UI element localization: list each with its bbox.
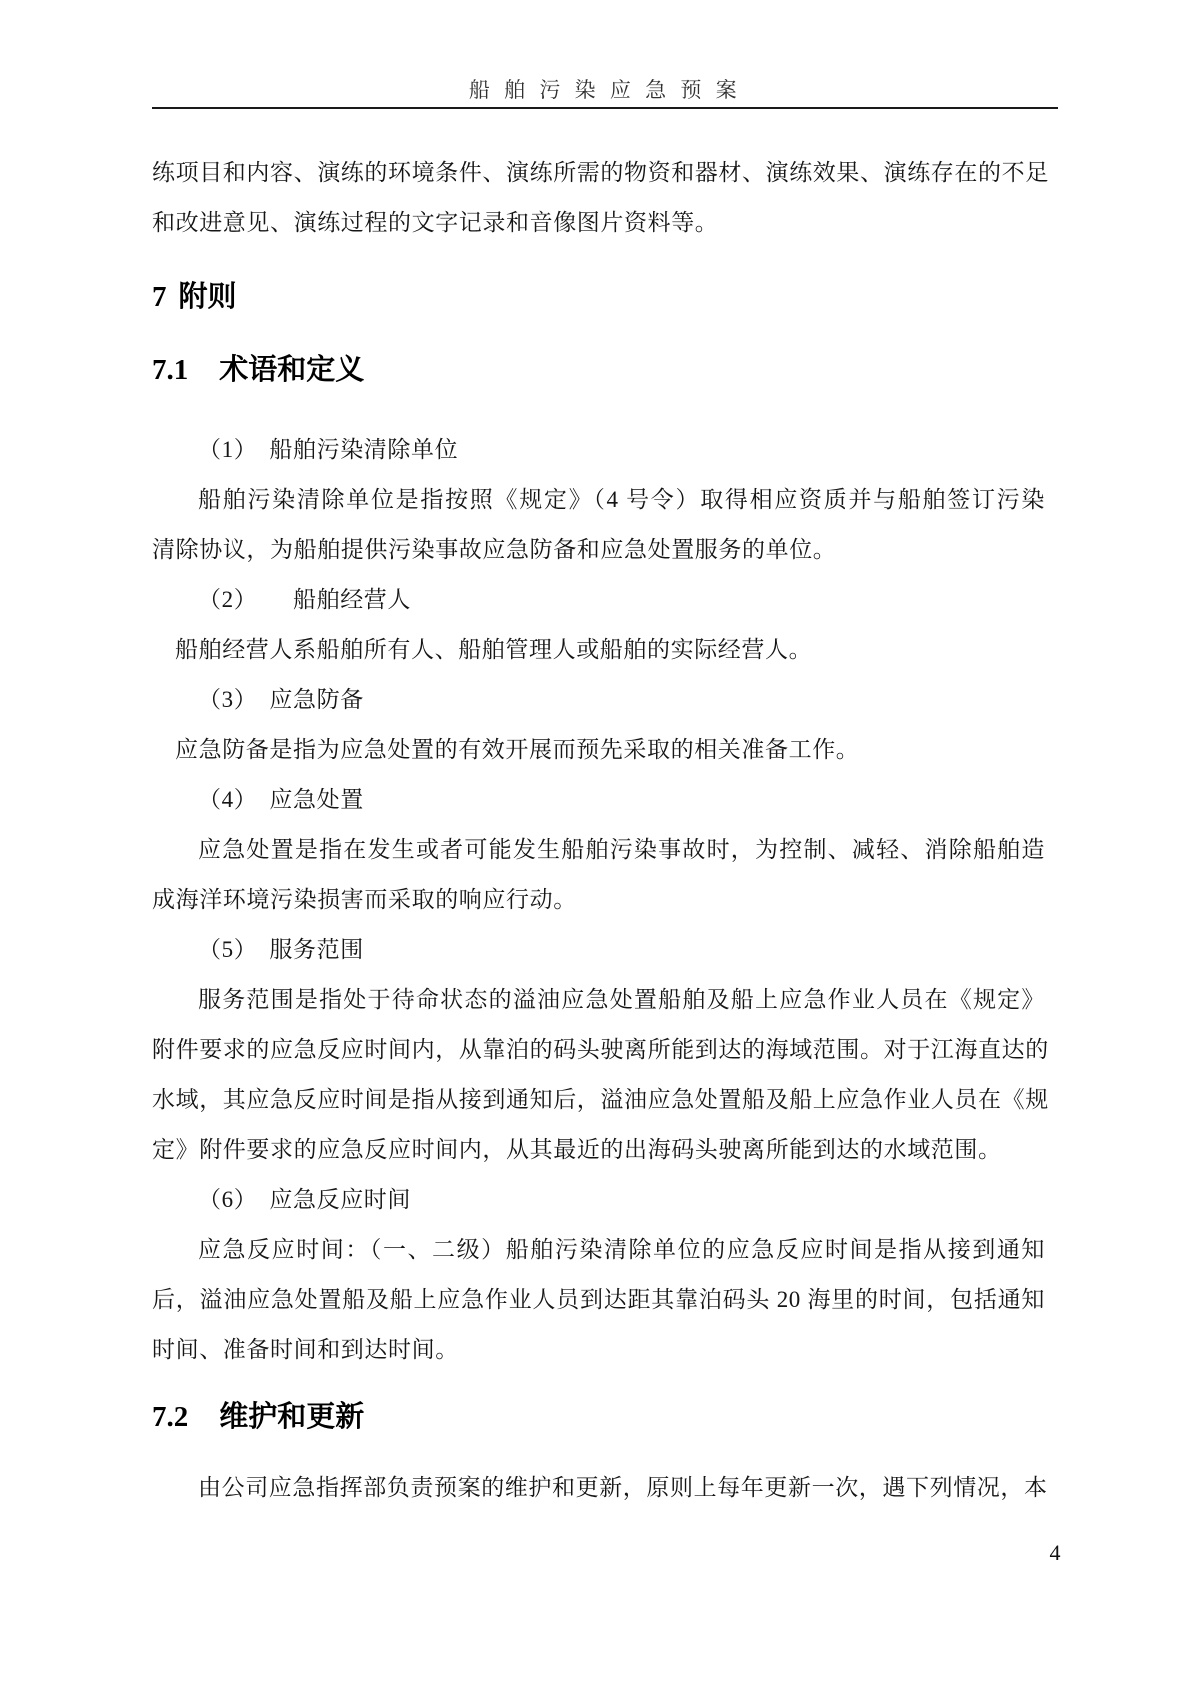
- text-line: 应急防备是指为应急处置的有效开展而预先采取的相关准备工作。: [175, 737, 860, 762]
- text-line: 水域，其应急反应时间是指从接到通知后，溢油应急处置船及船上应急作业人员在《规: [152, 1087, 1049, 1112]
- text-line: （5） 服务范围: [198, 937, 364, 962]
- section-number: 7: [152, 281, 167, 313]
- text-line: 船舶经营人系船舶所有人、船舶管理人或船舶的实际经营人。: [175, 637, 813, 662]
- document-content: [152, 0, 1049, 1513]
- section-number: 7.2: [152, 1401, 189, 1433]
- text-line: 服务范围是指处于待命状态的溢油应急处置船舶及船上应急作业人员在《规定》: [198, 987, 1045, 1012]
- text-line: 和改进意见、演练过程的文字记录和音像图片资料等。: [152, 210, 719, 235]
- text-line: 应急反应时间：（一、二级）船舶污染清除单位的应急反应时间是指从接到通知: [198, 1237, 1045, 1262]
- section-heading-7-2: [152, 1392, 1045, 1442]
- section-heading-7: [152, 272, 1045, 322]
- running-header-title: 船 舶 污 染 应 急 预 案: [468, 78, 742, 102]
- text-line: 后，溢油应急处置船及船上应急作业人员到达距其靠泊码头 20 海里的时间，包括通知: [152, 1287, 1045, 1312]
- terms-and-definitions: [152, 425, 1049, 1375]
- text-line: （2） 船舶经营人: [198, 587, 411, 612]
- maintenance-paragraph: [152, 1463, 1048, 1513]
- text-line: 清除协议，为船舶提供污染事故应急防备和应急处置服务的单位。: [152, 537, 837, 562]
- section-title: 术语和定义: [219, 354, 365, 386]
- text-line: 应急处置是指在发生或者可能发生船舶污染事故时，为控制、减轻、消除船舶造: [198, 837, 1045, 862]
- text-line: 由公司应急指挥部负责预案的维护和更新，原则上每年更新一次，遇下列情况，本: [198, 1475, 1048, 1500]
- text-line: （6） 应急反应时间: [198, 1187, 411, 1212]
- section-title: 附则: [178, 281, 237, 313]
- text-line: 定》附件要求的应急反应时间内，从其最近的出海码头驶离所能到达的水域范围。: [152, 1137, 1002, 1162]
- text-line: 练项目和内容、演练的环境条件、演练所需的物资和器材、演练效果、演练存在的不足: [152, 160, 1049, 185]
- text-line: 成海洋环境污染损害而采取的响应行动。: [152, 887, 577, 912]
- text-line: （4） 应急处置: [198, 787, 364, 812]
- text-line: 时间、准备时间和到达时间。: [152, 1337, 459, 1362]
- paragraph-continuation: [152, 148, 1049, 248]
- section-heading-7-1: [152, 345, 1045, 395]
- section-number: 7.1: [152, 354, 189, 386]
- text-line: （1） 船舶污染清除单位: [198, 437, 459, 462]
- page-number: 4: [1049, 1540, 1061, 1565]
- section-title: 维护和更新: [219, 1401, 365, 1433]
- text-line: 船舶污染清除单位是指按照《规定》（4 号令）取得相应资质并与船舶签订污染: [198, 487, 1045, 512]
- text-line: （3） 应急防备: [198, 687, 364, 712]
- text-line: 附件要求的应急反应时间内，从靠泊的码头驶离所能到达的海域范围。对于江海直达的: [152, 1037, 1049, 1062]
